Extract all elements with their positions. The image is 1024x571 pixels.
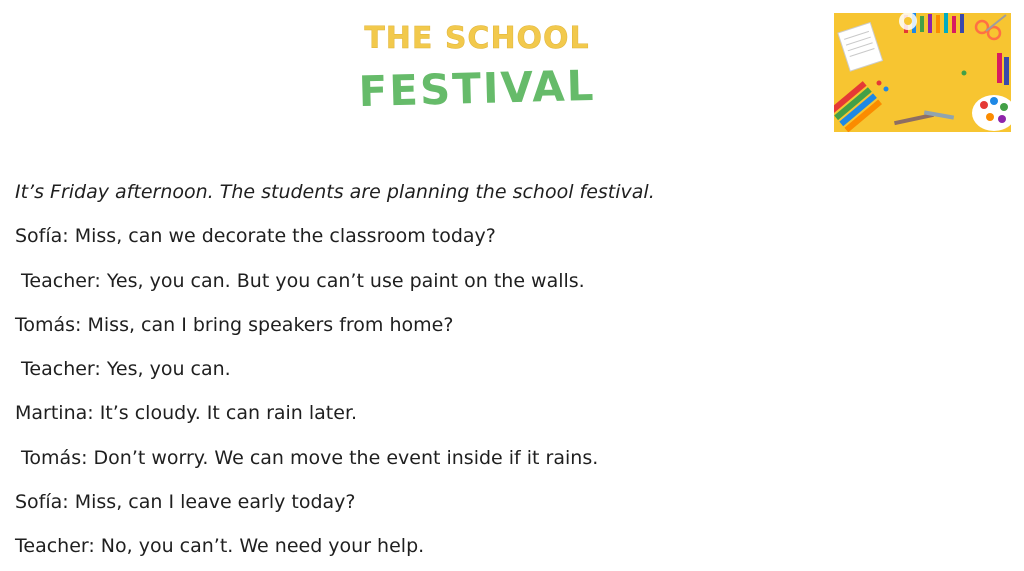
dialogue-intro: It’s Friday afternoon. The students are planning the school festival. [15,181,655,203]
dialogue-line: Sofía: Miss, can we decorate the classroom today? [15,225,496,248]
dialogue-line: Tomás: Don’t worry. We can move the event inside if it rains. [15,446,599,469]
page-title [340,14,614,117]
dialogue-text [15,170,995,569]
dialogue-line: Teacher: Yes, you can. But you can’t use paint on the walls. [15,269,585,292]
dialogue-line: Sofía: Miss, can I leave early today? [15,491,356,514]
dialogue-line: Tomás: Miss, can I bring speakers from home? [15,313,454,336]
dialogue-line: Martina: It’s cloudy. It can rain later. [15,402,358,425]
title-line-festival: FESTIVAL [357,60,596,117]
school-supplies-image [834,13,1011,132]
dialogue-line: Teacher: Yes, you can. [15,358,231,381]
dialogue-line: Teacher: No, you can’t. We need your help. [15,535,425,558]
title-line-the-school: THE SCHOOL [364,21,590,56]
